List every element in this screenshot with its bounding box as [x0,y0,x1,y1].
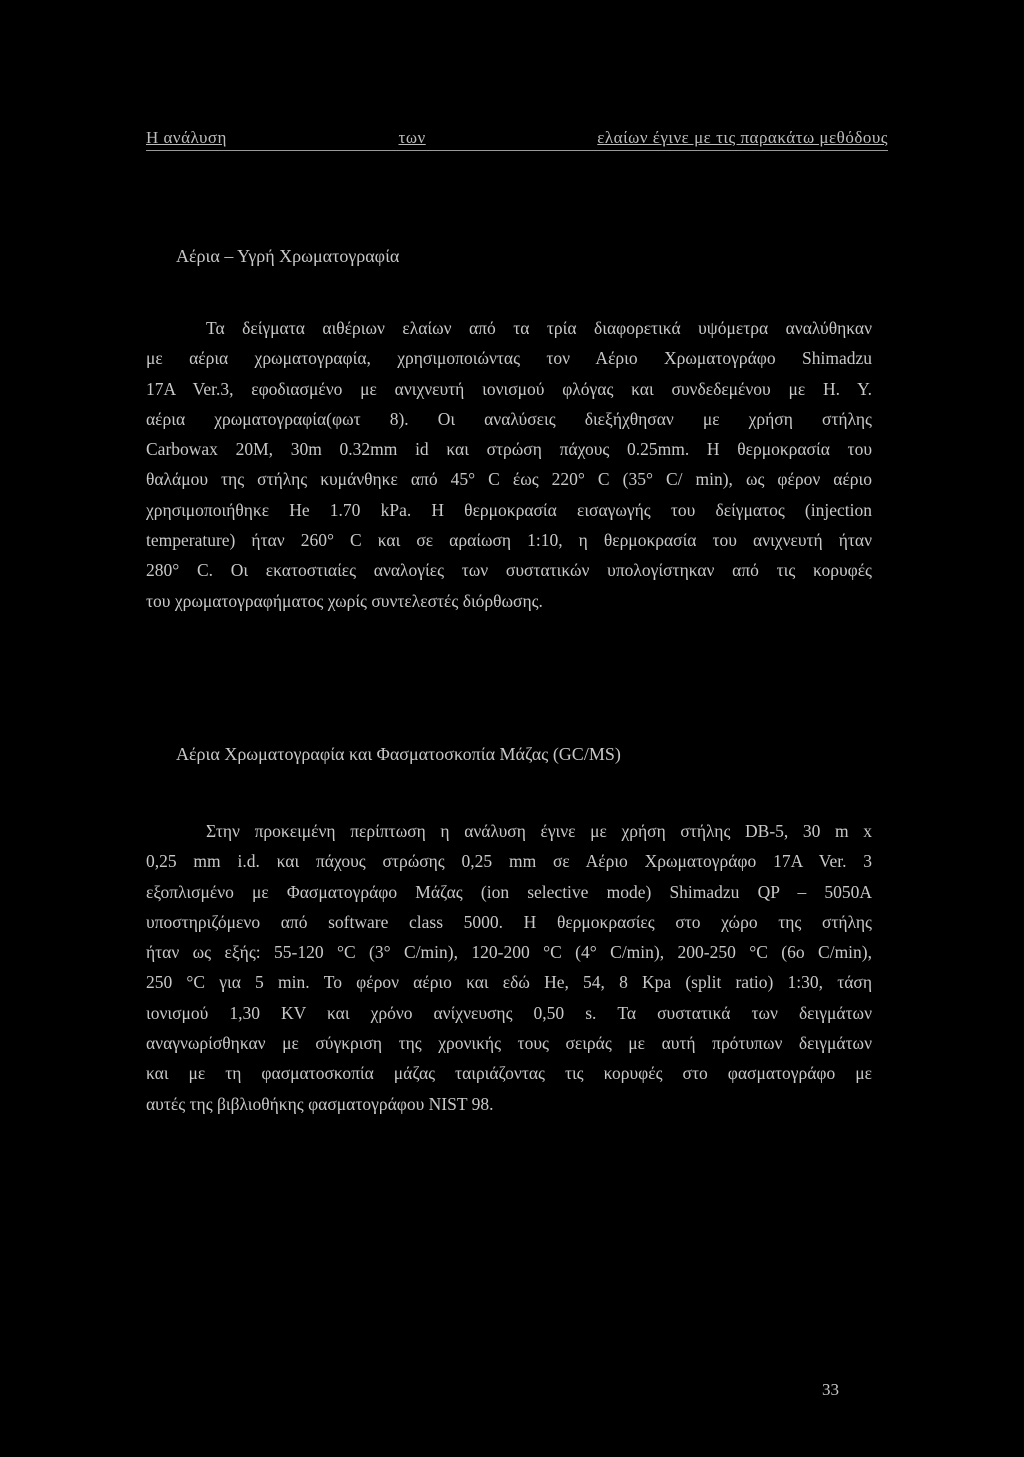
paragraph-line: Τα δείγματα αιθέριων ελαίων από τα τρία διαφορετικά υψόμετρα αναλύθηκαν [206,318,872,338]
paragraph-line: αέρια χρωματογραφία(φωτ 8). Οι αναλύσεις διεξήχθησαν με χρήση στήλης [146,408,872,429]
paragraph-line: υποστηριζόμενο από software class 5000. Η θερμοκρασίες στο χώρο της στήλης [146,911,872,932]
paragraph-line: αυτές της βιβλιοθήκης φασματογράφου NIST 98. [146,1093,494,1114]
paragraph-line: με αέρια χρωματογραφία, χρησιμοποιώντας τον Αέριο Χρωματογράφο Shimadzu [146,348,872,369]
paragraph-line: 280° C. Οι εκατοστιαίες αναλογίες των συστατικών υπολογίστηκαν από τις κορυφές [146,560,872,581]
paragraph-line: του χρωματογραφήματος χωρίς συντελεστές διόρθωσης. [146,590,543,611]
paragraph-line: temperature) ήταν 260° C και σε αραίωση 1:10, η θερμοκρασία του ανιχνευτή ήταν [146,530,872,551]
paragraph-line: αναγνωρίσθηκαν με σύγκριση της χρονικής τους σειράς με αυτή πρότυπων δειγμάτων [146,1033,872,1054]
paragraph-line: και με τη φασματοσκοπία μάζας ταιριάζοντας τις κορυφές στο φασματογράφο με [146,1063,872,1084]
header-part-2: των [398,128,426,147]
paragraph-line: θαλάμου της στήλης κυμάνθηκε από 45° C έως 220° C (35° C/ min), ως φέρον αέριο [146,469,872,490]
paragraph-line: χρησιμοποιήθηκε He 1.70 kPa. Η θερμοκρασία εισαγωγής του δείγματος (injection [146,499,872,520]
section-heading-gc: Αέρια – Υγρή Χρωματογραφία [176,246,400,266]
header-part-3: ελαίων έγινε με τις παρακάτω μεθόδους [597,128,888,147]
paragraph-gc [146,313,872,616]
paragraph-gcms [146,816,872,1119]
page-header [146,128,888,151]
paragraph-line: 17A Ver.3, εφοδιασμένο με ανιχνευτή ιονισμού φλόγας και συνδεδεμένου με Η. Υ. [146,378,872,399]
paragraph-line: 0,25 mm i.d. και πάχους στρώσης 0,25 mm σε Αέριο Χρωματογράφο 17A Ver. 3 [146,851,872,872]
paragraph-line: Carbowax 20M, 30m 0.32mm id και στρώση πάχους 0.25mm. Η θερμοκρασία του [146,439,872,460]
page-number: 33 [822,1380,839,1399]
paragraph-line: εξοπλισμένο με Φασματογράφο Μάζας (ion selective mode) Shimadzu QP – 5050A [146,881,872,902]
paragraph-line: ιονισμού 1,30 KV και χρόνο ανίχνευσης 0,50 s. Τα συστατικά των δειγμάτων [146,1002,872,1023]
section-heading-gcms: Αέρια Χρωματογραφία και Φασματοσκοπία Μάζας (GC/MS) [176,744,621,764]
header-part-1: Η ανάλυση [146,128,227,147]
paragraph-line: Στην προκειμένη περίπτωση η ανάλυση έγινε με χρήση στήλης DB-5, 30 m x [206,821,872,841]
paragraph-line: ήταν ως εξής: 55-120 °C (3° C/min), 120-200 °C (4° C/min), 200-250 °C (6o C/min), [146,942,872,963]
paragraph-line: 250 °C για 5 min. Το φέρον αέριο και εδώ He, 54, 8 Kpa (split ratio) 1:30, τάση [146,972,872,993]
